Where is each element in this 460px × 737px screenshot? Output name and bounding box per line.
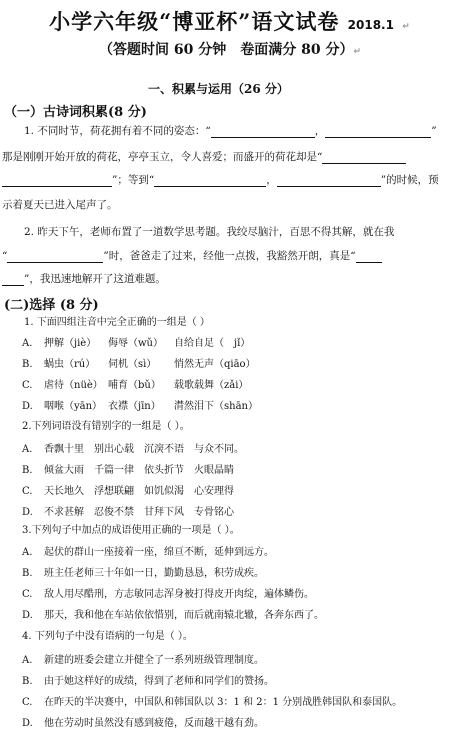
option-row[interactable] bbox=[22, 506, 234, 520]
option-row[interactable] bbox=[22, 379, 284, 393]
option-label: B. bbox=[22, 568, 33, 579]
option-label: B. bbox=[22, 359, 33, 370]
answer-blank[interactable] bbox=[211, 126, 315, 138]
option-label: A. bbox=[22, 655, 33, 666]
option-label: C. bbox=[22, 380, 33, 391]
option-term: 自给自足（ jǐ） bbox=[174, 338, 251, 349]
choice-q3-stem: 3.下列句子中加点的成语使用正确的一项是（ ）。 bbox=[22, 525, 240, 536]
option-term: 伺机（sì） bbox=[108, 359, 157, 370]
option-row[interactable] bbox=[22, 443, 244, 457]
option-label: A. bbox=[22, 547, 33, 558]
q2-line3: ”，我迅速地解开了这道难题。 bbox=[2, 272, 166, 286]
option-term: 虐待（nüè） bbox=[44, 380, 103, 391]
option-label: C. bbox=[22, 486, 33, 497]
option-term: 潸然泪下（shān） bbox=[174, 401, 258, 412]
option-row[interactable] bbox=[22, 609, 324, 623]
option-text: 天长地久 浮想联翩 如饥似渴 心安理得 bbox=[44, 486, 234, 497]
q2-line1: 2. 昨天下午，老师布置了一道数学思考题。我绞尽脑汁，百思不得其解，就在我 bbox=[24, 226, 395, 238]
option-label: B. bbox=[22, 676, 33, 687]
option-label: D. bbox=[22, 507, 33, 518]
option-term: 悄然无声（qiāo） bbox=[174, 359, 256, 370]
q2-line2: “ ”时，爸爸走了过来，经他一点拨，我豁然开朗，真是“ bbox=[2, 249, 382, 263]
option-row[interactable] bbox=[22, 567, 264, 581]
option-text: 不求甚解 忍俊不禁 甘拜下风 专骨铭心 bbox=[44, 507, 234, 518]
option-row[interactable] bbox=[22, 464, 234, 478]
answer-blank[interactable] bbox=[2, 274, 24, 286]
exam-title-text: 小学六年级“博亚杯”语文试卷 bbox=[49, 9, 340, 34]
exam-date: 2018.1 bbox=[347, 18, 394, 32]
option-text: 倾盆大雨 千篇一律 依头折节 火眼晶睛 bbox=[44, 465, 234, 476]
choice-q2-stem: 2.下列词语没有错别字的一组是（ ）。 bbox=[22, 421, 190, 432]
q1-line2: 那是刚刚开始开放的荷花，亭亭玉立，令人喜爱；而盛开的荷花却是“ bbox=[2, 150, 406, 164]
answer-blank[interactable] bbox=[325, 126, 431, 138]
option-label: B. bbox=[22, 465, 33, 476]
option-row[interactable] bbox=[22, 400, 284, 414]
answer-blank[interactable] bbox=[277, 175, 381, 187]
option-text: 那天，我和他在车站依依惜别，而后就南辕北辙，各奔东西了。 bbox=[44, 610, 324, 621]
option-text: 起伏的群山一座接着一座，绵亘不断，延伸到远方。 bbox=[44, 547, 274, 558]
option-term: 蜗虫（rú） bbox=[44, 359, 96, 370]
option-term: 侮辱（wǔ） bbox=[108, 338, 163, 349]
answer-blank[interactable] bbox=[356, 251, 382, 263]
option-text: 敌人用尽酷刑，方志敏同志浑身被打得皮开肉绽，遍体鳞伤。 bbox=[44, 589, 314, 600]
option-row[interactable] bbox=[22, 654, 264, 668]
section2-heading: (二)选择 (8 分) bbox=[4, 298, 99, 313]
option-label: A. bbox=[22, 338, 33, 349]
option-row[interactable] bbox=[22, 588, 314, 602]
exam-title: 小学六年级“博亚杯”语文试卷 2018.1 ↵ bbox=[49, 9, 411, 34]
option-row[interactable] bbox=[22, 675, 274, 689]
q1-line1: 1. 不同时节，荷花拥有着不同的姿态：“ ， ” bbox=[24, 125, 437, 137]
choice-q4-stem: 4. 下列句子中没有语病的一句是（ ）。 bbox=[22, 631, 193, 642]
answer-blank[interactable] bbox=[2, 175, 112, 187]
answer-blank[interactable] bbox=[7, 251, 103, 263]
exam-subtitle: （答题时间 60 分钟 卷面满分 80 分）↵ bbox=[98, 42, 361, 58]
part1-heading: 一、积累与运用（26 分） bbox=[148, 82, 289, 96]
option-text: 他在劳动时虽然没有感到疲倦，反而越干越有劲。 bbox=[44, 718, 264, 729]
option-term: 押解（jiè） bbox=[44, 338, 97, 349]
option-term: 咽喉（yān） bbox=[44, 401, 103, 412]
option-text: 香飘十里 别出心载 沉㴱不语 与众不同。 bbox=[44, 444, 244, 455]
option-label: D. bbox=[22, 718, 33, 729]
option-row[interactable] bbox=[22, 485, 234, 499]
option-term: 载歌载舞（zǎi） bbox=[174, 380, 249, 391]
option-text: 新建的班委会建立并健全了一系列班级管理制度。 bbox=[44, 655, 264, 666]
option-term: 哺育（bǔ） bbox=[108, 380, 161, 391]
option-label: C. bbox=[22, 697, 33, 708]
option-label: D. bbox=[22, 401, 33, 412]
q1-line4: 示着夏天已进入尾声了。 bbox=[2, 199, 118, 211]
option-row[interactable] bbox=[22, 696, 402, 710]
option-label: C. bbox=[22, 589, 33, 600]
answer-blank[interactable] bbox=[322, 152, 406, 164]
option-row[interactable] bbox=[22, 337, 284, 351]
option-label: A. bbox=[22, 444, 33, 455]
option-row[interactable] bbox=[22, 546, 274, 560]
choice-q1-stem: 1. 下面四组注音中完全正确的一组是（ ） bbox=[24, 317, 210, 328]
option-text: 在昨天的半决赛中，中国队和韩国队以 3：1 和 2：1 分别战胜韩国队和泰国队。 bbox=[44, 697, 403, 708]
option-text: 由于她这样好的成绩，得到了老师和同学们的赞扬。 bbox=[44, 676, 274, 687]
option-term: 衣襟（jīn） bbox=[108, 401, 161, 412]
section1-heading: （一）古诗词积累(8 分) bbox=[4, 105, 147, 120]
option-row[interactable] bbox=[22, 717, 264, 731]
option-row[interactable] bbox=[22, 358, 284, 372]
option-label: D. bbox=[22, 610, 33, 621]
answer-blank[interactable] bbox=[154, 175, 266, 187]
option-text: 班主任老师三十年如一日，勤勤恳恳，积劳成疾。 bbox=[44, 568, 264, 579]
q1-line3: ”；等到“ ， ”的时候，预 bbox=[2, 173, 439, 187]
